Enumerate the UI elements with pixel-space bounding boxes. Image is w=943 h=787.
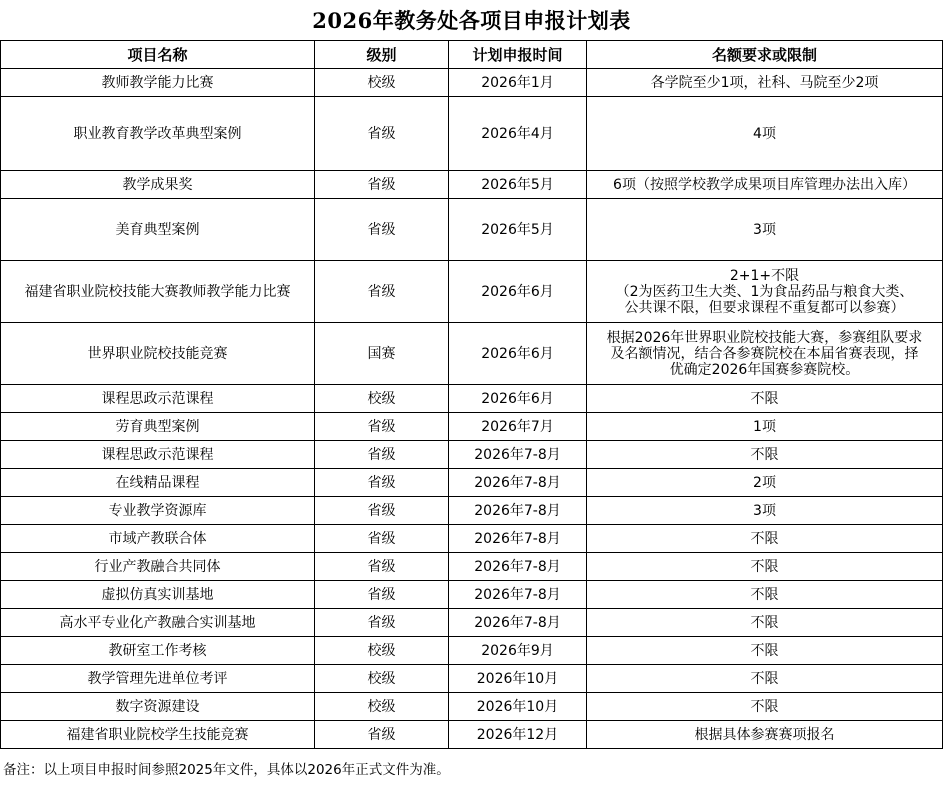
quota-line: 及名额情况，结合各参赛院校在本届省赛表现，择: [610, 345, 919, 362]
quota-cell: [587, 97, 943, 171]
level-cell: 校级: [315, 385, 449, 413]
project-name-cell: 教师教学能力比赛: [1, 69, 315, 97]
quota-line: 不限: [750, 558, 779, 575]
table-row: [1, 441, 943, 469]
header-plan-time: 计划申报时间: [449, 41, 587, 69]
quota-line: 各学院至少1项，社科、马院至少2项: [650, 74, 879, 91]
plan-time-cell: 2026年6月: [449, 385, 587, 413]
quota-line: 根据2026年世界职业院校技能大赛，参赛组队要求: [606, 329, 923, 346]
quota-line: 2项: [753, 474, 776, 491]
project-name-cell: 课程思政示范课程: [1, 441, 315, 469]
plan-time-cell: 2026年1月: [449, 69, 587, 97]
plan-time-cell: 2026年10月: [449, 665, 587, 693]
quota-line: 2+1+不限: [729, 267, 800, 284]
quota-cell: [587, 413, 943, 441]
quota-cell: [587, 721, 943, 749]
project-name-cell: 职业教育教学改革典型案例: [1, 97, 315, 171]
level-cell: 校级: [315, 693, 449, 721]
project-name-cell: 数字资源建设: [1, 693, 315, 721]
table-row: [1, 69, 943, 97]
quota-cell: [587, 693, 943, 721]
quota-line: 不限: [750, 614, 779, 631]
project-name-cell: 教学管理先进单位考评: [1, 665, 315, 693]
quota-cell: [587, 609, 943, 637]
project-name-cell: 世界职业院校技能竞赛: [1, 323, 315, 385]
table-row: [1, 609, 943, 637]
quota-line: 不限: [750, 670, 779, 687]
plan-time-cell: 2026年7-8月: [449, 553, 587, 581]
level-cell: 省级: [315, 171, 449, 199]
footnote: 备注：以上项目申报时间参照2025年文件，具体以2026年正式文件为准。: [3, 762, 450, 778]
plan-time-cell: 2026年9月: [449, 637, 587, 665]
level-cell: 校级: [315, 665, 449, 693]
quota-cell: [587, 525, 943, 553]
header-project-name: 项目名称: [1, 41, 315, 69]
quota-line: 不限: [750, 390, 779, 407]
project-name-cell: 虚拟仿真实训基地: [1, 581, 315, 609]
level-cell: 省级: [315, 469, 449, 497]
level-cell: 省级: [315, 97, 449, 171]
level-cell: 省级: [315, 609, 449, 637]
level-cell: 国赛: [315, 323, 449, 385]
plan-time-cell: 2026年7-8月: [449, 469, 587, 497]
project-name-cell: 在线精品课程: [1, 469, 315, 497]
quota-line: 公共课不限，但要求课程不重复都可以参赛）: [624, 299, 905, 316]
quota-line: 3项: [753, 221, 776, 238]
quota-line: 3项: [753, 502, 776, 519]
quota-cell: [587, 469, 943, 497]
plan-time-cell: 2026年7月: [449, 413, 587, 441]
project-name-cell: 市域产教联合体: [1, 525, 315, 553]
table-row: [1, 525, 943, 553]
table-row: [1, 385, 943, 413]
plan-time-cell: 2026年6月: [449, 323, 587, 385]
quota-cell: [587, 637, 943, 665]
quota-cell: [587, 323, 943, 385]
project-name-cell: 教学成果奖: [1, 171, 315, 199]
quota-line: 不限: [750, 446, 779, 463]
quota-cell: [587, 69, 943, 97]
quota-cell: [587, 553, 943, 581]
plan-time-cell: 2026年7-8月: [449, 609, 587, 637]
quota-line: 不限: [750, 530, 779, 547]
plan-time-cell: 2026年5月: [449, 199, 587, 261]
quota-line: 不限: [750, 642, 779, 659]
header-level: 级别: [315, 41, 449, 69]
table-row: [1, 323, 943, 385]
level-cell: 省级: [315, 441, 449, 469]
project-name-cell: 劳育典型案例: [1, 413, 315, 441]
project-name-cell: 教研室工作考核: [1, 637, 315, 665]
table-row: [1, 693, 943, 721]
table-header-row: [1, 41, 943, 69]
level-cell: 省级: [315, 497, 449, 525]
plan-time-cell: 2026年5月: [449, 171, 587, 199]
level-cell: 省级: [315, 525, 449, 553]
project-name-cell: 美育典型案例: [1, 199, 315, 261]
quota-line: 优确定2026年国赛参赛院校。: [669, 361, 860, 378]
level-cell: 省级: [315, 413, 449, 441]
table-row: [1, 97, 943, 171]
plan-time-cell: 2026年4月: [449, 97, 587, 171]
quota-cell: [587, 385, 943, 413]
quota-cell: [587, 497, 943, 525]
plan-table: [0, 40, 943, 749]
page-title: 2026年教务处各项目申报计划表: [312, 8, 631, 33]
quota-line: 4项: [753, 125, 776, 142]
quota-cell: [587, 171, 943, 199]
plan-time-cell: 2026年12月: [449, 721, 587, 749]
table-row: [1, 637, 943, 665]
plan-time-cell: 2026年7-8月: [449, 581, 587, 609]
quota-line: 根据具体参赛赛项报名: [694, 726, 835, 743]
table-body: [1, 69, 943, 749]
level-cell: 校级: [315, 637, 449, 665]
project-name-cell: 福建省职业院校技能大赛教师教学能力比赛: [1, 261, 315, 323]
plan-time-cell: 2026年6月: [449, 261, 587, 323]
project-name-cell: 福建省职业院校学生技能竞赛: [1, 721, 315, 749]
level-cell: 校级: [315, 69, 449, 97]
level-cell: 省级: [315, 721, 449, 749]
table-row: [1, 581, 943, 609]
table-row: [1, 171, 943, 199]
quota-line: 1项: [753, 418, 776, 435]
quota-line: 不限: [750, 586, 779, 603]
level-cell: 省级: [315, 199, 449, 261]
table-row: [1, 721, 943, 749]
plan-time-cell: 2026年7-8月: [449, 441, 587, 469]
table-row: [1, 497, 943, 525]
quota-cell: [587, 199, 943, 261]
table-row: [1, 665, 943, 693]
level-cell: 省级: [315, 553, 449, 581]
quota-cell: [587, 581, 943, 609]
project-name-cell: 课程思政示范课程: [1, 385, 315, 413]
project-name-cell: 专业教学资源库: [1, 497, 315, 525]
level-cell: 省级: [315, 581, 449, 609]
table-row: [1, 553, 943, 581]
plan-time-cell: 2026年10月: [449, 693, 587, 721]
quota-line: （2为医药卫生大类、1为食品药品与粮食大类、: [615, 283, 914, 300]
quota-line: 不限: [750, 698, 779, 715]
project-name-cell: 高水平专业化产教融合实训基地: [1, 609, 315, 637]
quota-line: 6项（按照学校教学成果项目库管理办法出入库）: [613, 176, 916, 193]
plan-time-cell: 2026年7-8月: [449, 497, 587, 525]
table-row: [1, 413, 943, 441]
quota-cell: [587, 261, 943, 323]
level-cell: 省级: [315, 261, 449, 323]
plan-time-cell: 2026年7-8月: [449, 525, 587, 553]
table-row: [1, 261, 943, 323]
quota-cell: [587, 441, 943, 469]
quota-cell: [587, 665, 943, 693]
table-row: [1, 469, 943, 497]
header-quota: 名额要求或限制: [587, 41, 943, 69]
table-row: [1, 199, 943, 261]
project-name-cell: 行业产教融合共同体: [1, 553, 315, 581]
